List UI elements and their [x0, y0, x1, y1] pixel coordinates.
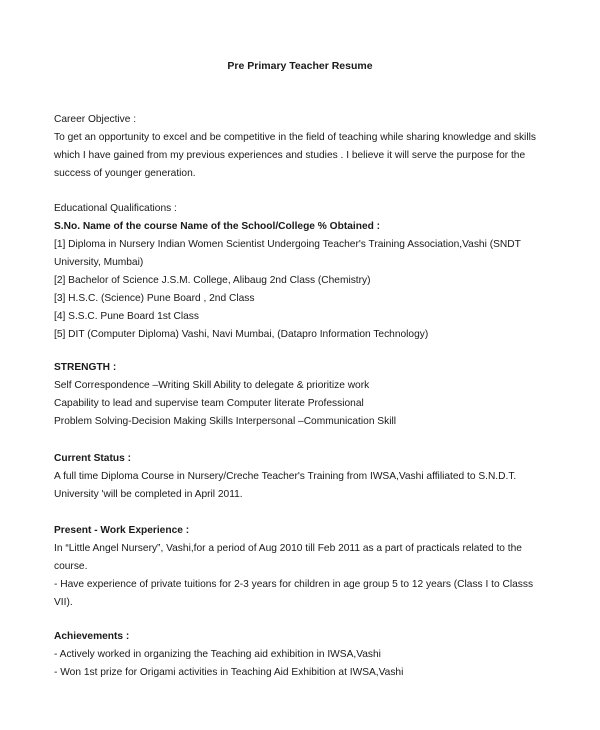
work-experience-line: In “Little Angel Nursery”, Vashi,for a period of Aug 2010 till Feb 2011 as a part of practicals related to the — [54, 543, 522, 554]
career-objective-heading: Career Objective : — [54, 114, 137, 125]
education-line: University, Mumbai) — [54, 257, 144, 268]
strength-line: Self Correspondence –Writing Skill Ability to delegate & prioritize work — [54, 380, 370, 391]
current-status-section — [54, 450, 554, 504]
achievements-heading: Achievements : — [54, 631, 130, 642]
strength-line: Problem Solving-Decision Making Skills Interpersonal –Communication Skill — [54, 416, 396, 427]
career-objective-line: To get an opportunity to excel and be competitive in the field of teaching while sharing knowledge and skills — [54, 132, 536, 143]
education-line: [5] DIT (Computer Diploma) Vashi, Navi Mumbai, (Datapro Information Technology) — [54, 329, 429, 340]
career-objective-section — [54, 111, 554, 183]
education-line: [1] Diploma in Nursery Indian Women Scientist Undergoing Teacher's Training Association,Vashi (SNDT — [54, 239, 521, 250]
achievement-item: - Actively worked in organizing the Teaching aid exhibition in IWSA,Vashi — [54, 649, 381, 660]
education-columns: S.No. Name of the course Name of the School/College % Obtained : — [54, 221, 381, 232]
work-experience-heading: Present - Work Experience : — [54, 525, 190, 536]
current-status-heading: Current Status : — [54, 453, 131, 464]
current-status-line: A full time Diploma Course in Nursery/Creche Teacher's Training from IWSA,Vashi affiliated to S.N.D.T. — [54, 471, 517, 482]
achievements-section — [54, 628, 554, 682]
education-line: [4] S.S.C. Pune Board 1st Class — [54, 311, 199, 322]
work-experience-line: VII). — [54, 597, 73, 608]
work-experience-line: - Have experience of private tuitions for 2-3 years for children in age group 5 to 12 years (Class I to Classs — [54, 579, 534, 590]
work-experience-line: course. — [54, 561, 88, 572]
page-title: Pre Primary Teacher Resume — [227, 60, 373, 72]
current-status-line: University 'will be completed in April 2011. — [54, 489, 243, 500]
education-line: [2] Bachelor of Science J.S.M. College, Alibaug 2nd Class (Chemistry) — [54, 275, 371, 286]
strength-line: Capability to lead and supervise team Computer literate Professional — [54, 398, 364, 409]
work-experience-section — [54, 522, 554, 612]
strength-heading: STRENGTH : — [54, 362, 117, 373]
career-objective-line: which I have gained from my previous experiences and studies . I believe it will serve the purpose for the — [54, 150, 526, 161]
education-heading: Educational Qualifications : — [54, 203, 177, 214]
strength-section — [54, 359, 554, 431]
achievement-item: - Won 1st prize for Origami activities in Teaching Aid Exhibition at IWSA,Vashi — [54, 667, 404, 678]
education-section — [54, 200, 554, 344]
education-line: [3] H.S.C. (Science) Pune Board , 2nd Class — [54, 293, 255, 304]
career-objective-line: success of younger generation. — [54, 168, 196, 179]
